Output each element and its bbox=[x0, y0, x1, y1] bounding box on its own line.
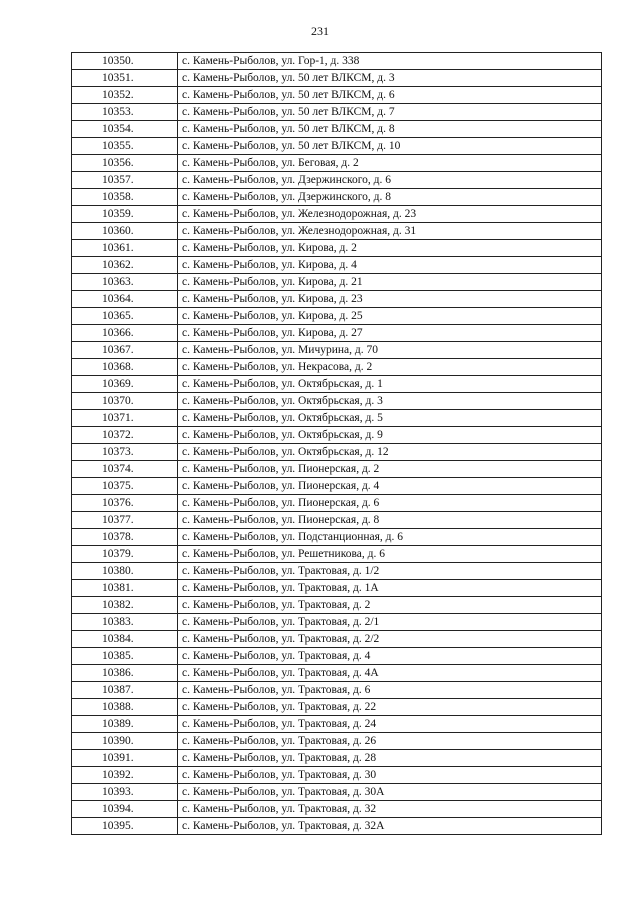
row-number: 10376. bbox=[72, 495, 178, 512]
table-row bbox=[72, 461, 602, 478]
row-number: 10387. bbox=[72, 682, 178, 699]
table-row bbox=[72, 818, 602, 835]
table-row bbox=[72, 53, 602, 70]
row-number: 10370. bbox=[72, 393, 178, 410]
row-number: 10360. bbox=[72, 223, 178, 240]
row-number: 10373. bbox=[72, 444, 178, 461]
row-number: 10389. bbox=[72, 716, 178, 733]
row-number: 10380. bbox=[72, 563, 178, 580]
row-address: с. Камень-Рыболов, ул. 50 лет ВЛКСМ, д. 8 bbox=[178, 121, 602, 138]
row-address: с. Камень-Рыболов, ул. Некрасова, д. 2 bbox=[178, 359, 602, 376]
table-row bbox=[72, 342, 602, 359]
row-number: 10359. bbox=[72, 206, 178, 223]
row-number: 10392. bbox=[72, 767, 178, 784]
table-row bbox=[72, 240, 602, 257]
table-row bbox=[72, 359, 602, 376]
table-row bbox=[72, 801, 602, 818]
table-row bbox=[72, 580, 602, 597]
row-number: 10394. bbox=[72, 801, 178, 818]
row-number: 10390. bbox=[72, 733, 178, 750]
table-row bbox=[72, 70, 602, 87]
table-row bbox=[72, 529, 602, 546]
row-address: с. Камень-Рыболов, ул. Кирова, д. 25 bbox=[178, 308, 602, 325]
table-row bbox=[72, 648, 602, 665]
row-address: с. Камень-Рыболов, ул. Решетникова, д. 6 bbox=[178, 546, 602, 563]
row-address: с. Камень-Рыболов, ул. Железнодорожная, д. 23 bbox=[178, 206, 602, 223]
row-address: с. Камень-Рыболов, ул. Железнодорожная, д. 31 bbox=[178, 223, 602, 240]
row-address: с. Камень-Рыболов, ул. Трактовая, д. 30А bbox=[178, 784, 602, 801]
row-number: 10353. bbox=[72, 104, 178, 121]
row-address: с. Камень-Рыболов, ул. Пионерская, д. 6 bbox=[178, 495, 602, 512]
row-number: 10383. bbox=[72, 614, 178, 631]
row-address: с. Камень-Рыболов, ул. 50 лет ВЛКСМ, д. 7 bbox=[178, 104, 602, 121]
row-number: 10377. bbox=[72, 512, 178, 529]
table-row bbox=[72, 716, 602, 733]
row-number: 10395. bbox=[72, 818, 178, 835]
row-number: 10393. bbox=[72, 784, 178, 801]
row-address: с. Камень-Рыболов, ул. Трактовая, д. 22 bbox=[178, 699, 602, 716]
row-number: 10388. bbox=[72, 699, 178, 716]
table-row bbox=[72, 563, 602, 580]
table-row bbox=[72, 478, 602, 495]
row-number: 10365. bbox=[72, 308, 178, 325]
row-address: с. Камень-Рыболов, ул. Октябрьская, д. 12 bbox=[178, 444, 602, 461]
table-row bbox=[72, 189, 602, 206]
table-row bbox=[72, 665, 602, 682]
row-number: 10364. bbox=[72, 291, 178, 308]
row-number: 10363. bbox=[72, 274, 178, 291]
row-address: с. Камень-Рыболов, ул. Кирова, д. 21 bbox=[178, 274, 602, 291]
table-row bbox=[72, 733, 602, 750]
row-address: с. Камень-Рыболов, ул. Кирова, д. 2 bbox=[178, 240, 602, 257]
row-address: с. Камень-Рыболов, ул. Трактовая, д. 32 bbox=[178, 801, 602, 818]
row-number: 10371. bbox=[72, 410, 178, 427]
row-address: с. Камень-Рыболов, ул. Трактовая, д. 6 bbox=[178, 682, 602, 699]
table-row bbox=[72, 495, 602, 512]
row-address: с. Камень-Рыболов, ул. Кирова, д. 4 bbox=[178, 257, 602, 274]
table-row bbox=[72, 631, 602, 648]
row-number: 10382. bbox=[72, 597, 178, 614]
row-address: с. Камень-Рыболов, ул. Беговая, д. 2 bbox=[178, 155, 602, 172]
row-address: с. Камень-Рыболов, ул. Пионерская, д. 8 bbox=[178, 512, 602, 529]
row-address: с. Камень-Рыболов, ул. Октябрьская, д. 5 bbox=[178, 410, 602, 427]
row-number: 10358. bbox=[72, 189, 178, 206]
row-number: 10362. bbox=[72, 257, 178, 274]
table-row bbox=[72, 597, 602, 614]
row-address: с. Камень-Рыболов, ул. Октябрьская, д. 1 bbox=[178, 376, 602, 393]
row-number: 10366. bbox=[72, 325, 178, 342]
row-number: 10352. bbox=[72, 87, 178, 104]
table-row bbox=[72, 257, 602, 274]
row-number: 10391. bbox=[72, 750, 178, 767]
table-row bbox=[72, 444, 602, 461]
row-address: с. Камень-Рыболов, ул. Октябрьская, д. 9 bbox=[178, 427, 602, 444]
row-number: 10350. bbox=[72, 53, 178, 70]
row-address: с. Камень-Рыболов, ул. Мичурина, д. 70 bbox=[178, 342, 602, 359]
table-row bbox=[72, 206, 602, 223]
row-address: с. Камень-Рыболов, ул. Трактовая, д. 1/2 bbox=[178, 563, 602, 580]
page-number: 231 bbox=[311, 24, 329, 38]
row-number: 10379. bbox=[72, 546, 178, 563]
row-number: 10354. bbox=[72, 121, 178, 138]
row-number: 10385. bbox=[72, 648, 178, 665]
table-row bbox=[72, 291, 602, 308]
table-row bbox=[72, 784, 602, 801]
row-address: с. Камень-Рыболов, ул. 50 лет ВЛКСМ, д. 3 bbox=[178, 70, 602, 87]
row-address: с. Камень-Рыболов, ул. Гор-1, д. 338 bbox=[178, 53, 602, 70]
table-row bbox=[72, 138, 602, 155]
row-number: 10378. bbox=[72, 529, 178, 546]
table-row bbox=[72, 750, 602, 767]
table-row bbox=[72, 376, 602, 393]
row-address: с. Камень-Рыболов, ул. Трактовая, д. 28 bbox=[178, 750, 602, 767]
row-number: 10375. bbox=[72, 478, 178, 495]
row-address: с. Камень-Рыболов, ул. Трактовая, д. 24 bbox=[178, 716, 602, 733]
row-address: с. Камень-Рыболов, ул. Пионерская, д. 2 bbox=[178, 461, 602, 478]
row-address: с. Камень-Рыболов, ул. Дзержинского, д. 6 bbox=[178, 172, 602, 189]
table-row bbox=[72, 121, 602, 138]
table-row bbox=[72, 410, 602, 427]
row-number: 10357. bbox=[72, 172, 178, 189]
table-row bbox=[72, 512, 602, 529]
table-row bbox=[72, 614, 602, 631]
row-number: 10369. bbox=[72, 376, 178, 393]
row-address: с. Камень-Рыболов, ул. Кирова, д. 27 bbox=[178, 325, 602, 342]
table-row bbox=[72, 87, 602, 104]
row-address: с. Камень-Рыболов, ул. Дзержинского, д. 8 bbox=[178, 189, 602, 206]
row-address: с. Камень-Рыболов, ул. Трактовая, д. 32А bbox=[178, 818, 602, 835]
row-number: 10386. bbox=[72, 665, 178, 682]
table-row bbox=[72, 393, 602, 410]
address-table bbox=[71, 52, 602, 835]
table-row bbox=[72, 274, 602, 291]
table-body bbox=[72, 53, 602, 835]
row-address: с. Камень-Рыболов, ул. Трактовая, д. 30 bbox=[178, 767, 602, 784]
table-row bbox=[72, 699, 602, 716]
row-address: с. Камень-Рыболов, ул. Трактовая, д. 2/1 bbox=[178, 614, 602, 631]
table-row bbox=[72, 682, 602, 699]
row-address: с. Камень-Рыболов, ул. Пионерская, д. 4 bbox=[178, 478, 602, 495]
table-row bbox=[72, 223, 602, 240]
table-row bbox=[72, 546, 602, 563]
table-row bbox=[72, 325, 602, 342]
row-address: с. Камень-Рыболов, ул. Трактовая, д. 4 bbox=[178, 648, 602, 665]
row-number: 10372. bbox=[72, 427, 178, 444]
row-address: с. Камень-Рыболов, ул. Кирова, д. 23 bbox=[178, 291, 602, 308]
table-row bbox=[72, 427, 602, 444]
row-number: 10356. bbox=[72, 155, 178, 172]
row-number: 10384. bbox=[72, 631, 178, 648]
row-address: с. Камень-Рыболов, ул. 50 лет ВЛКСМ, д. 10 bbox=[178, 138, 602, 155]
row-address: с. Камень-Рыболов, ул. Трактовая, д. 4А bbox=[178, 665, 602, 682]
row-number: 10381. bbox=[72, 580, 178, 597]
row-number: 10361. bbox=[72, 240, 178, 257]
table-row bbox=[72, 172, 602, 189]
table-row bbox=[72, 155, 602, 172]
row-address: с. Камень-Рыболов, ул. Октябрьская, д. 3 bbox=[178, 393, 602, 410]
row-number: 10368. bbox=[72, 359, 178, 376]
row-address: с. Камень-Рыболов, ул. Трактовая, д. 26 bbox=[178, 733, 602, 750]
row-number: 10367. bbox=[72, 342, 178, 359]
row-address: с. Камень-Рыболов, ул. Трактовая, д. 2 bbox=[178, 597, 602, 614]
row-address: с. Камень-Рыболов, ул. 50 лет ВЛКСМ, д. 6 bbox=[178, 87, 602, 104]
table-row bbox=[72, 308, 602, 325]
row-number: 10374. bbox=[72, 461, 178, 478]
row-number: 10351. bbox=[72, 70, 178, 87]
table-row bbox=[72, 104, 602, 121]
table-row bbox=[72, 767, 602, 784]
row-number: 10355. bbox=[72, 138, 178, 155]
row-address: с. Камень-Рыболов, ул. Трактовая, д. 2/2 bbox=[178, 631, 602, 648]
row-address: с. Камень-Рыболов, ул. Подстанционная, д. 6 bbox=[178, 529, 602, 546]
row-address: с. Камень-Рыболов, ул. Трактовая, д. 1А bbox=[178, 580, 602, 597]
